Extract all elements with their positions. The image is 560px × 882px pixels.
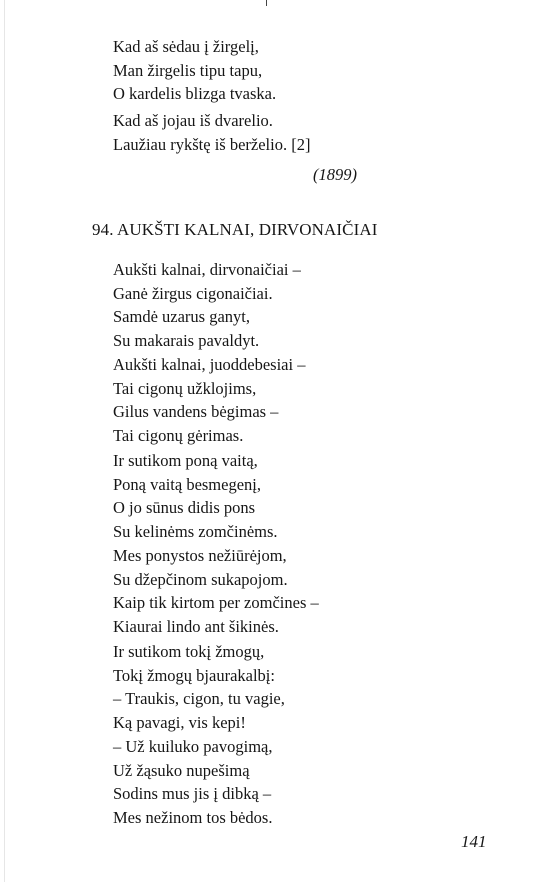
- verse-line: Aukšti kalnai, dirvonaičiai –: [113, 260, 301, 279]
- verse-line: Kad aš sėdau į žirgelį,: [113, 37, 259, 56]
- song-date: (1899): [313, 165, 357, 184]
- continued-stanza-2: [113, 109, 310, 156]
- verse-line: Su makarais pavaldyt.: [113, 330, 260, 350]
- verse-line: Tokį žmogų bjaurakalbį:: [113, 665, 275, 685]
- verse-line: Už žąsuko nupešimą: [113, 760, 250, 780]
- verse-line: Man žirgelis tipu tapu,: [113, 60, 263, 80]
- verse-line: Su džepčinom sukapojom.: [113, 569, 288, 589]
- verse-line: Mes nežinom tos bėdos.: [113, 807, 273, 827]
- verse-line: Ir sutikom tokį žmogų,: [113, 642, 265, 661]
- verse-line: Ganė žirgus cigonaičiai.: [113, 283, 273, 303]
- verse-line: Poną vaitą besmegenį,: [113, 474, 262, 494]
- verse-line: Su kelinėms zomčinėms.: [113, 521, 278, 541]
- page-edge-shadow: [4, 0, 5, 882]
- verse-line: Ir sutikom poną vaitą,: [113, 451, 258, 470]
- verse-line: Ką pavagi, vis kepi!: [113, 712, 246, 732]
- song-stanza-3: [113, 449, 278, 543]
- verse-line: Aukšti kalnai, juoddebesiai –: [113, 355, 306, 374]
- verse-line: Kaip tik kirtom per zomčines –: [113, 593, 319, 612]
- verse-line: Tai cigonų užklojims,: [113, 378, 257, 398]
- verse-line: O jo sūnus didis pons: [113, 498, 256, 517]
- song-stanza-6: [113, 735, 272, 829]
- song-stanza-4: [113, 544, 319, 638]
- verse-line: Sodins mus jis į dibką –: [113, 784, 272, 803]
- continued-stanza-1: [113, 35, 276, 106]
- song-stanza-2: [113, 353, 305, 447]
- verse-line: Kad aš jojau iš dvarelio.: [113, 111, 273, 130]
- song-heading: 94. AUKŠTI KALNAI, DIRVONAIČIAI: [92, 220, 378, 239]
- top-edge-mark: [266, 0, 267, 6]
- verse-line: Gilus vandens bėgimas –: [113, 402, 279, 421]
- song-stanza-1: [113, 258, 301, 352]
- verse-line: – Traukis, cigon, tu vagie,: [113, 689, 285, 708]
- verse-line: Mes ponystos nežiūrėjom,: [113, 546, 287, 565]
- verse-line: Tai cigonų gėrimas.: [113, 425, 244, 445]
- verse-line: – Už kuiluko pavogimą,: [113, 737, 273, 756]
- verse-line: Kiaurai lindo ant šikinės.: [113, 616, 279, 636]
- verse-line: Samdė uzarus ganyt,: [113, 307, 251, 326]
- song-stanza-5: [113, 640, 285, 734]
- page-number: 141: [461, 832, 487, 851]
- verse-line: O kardelis blizga tvaska.: [113, 84, 277, 103]
- verse-line: Laužiau rykštę iš berželio. [2]: [113, 134, 311, 154]
